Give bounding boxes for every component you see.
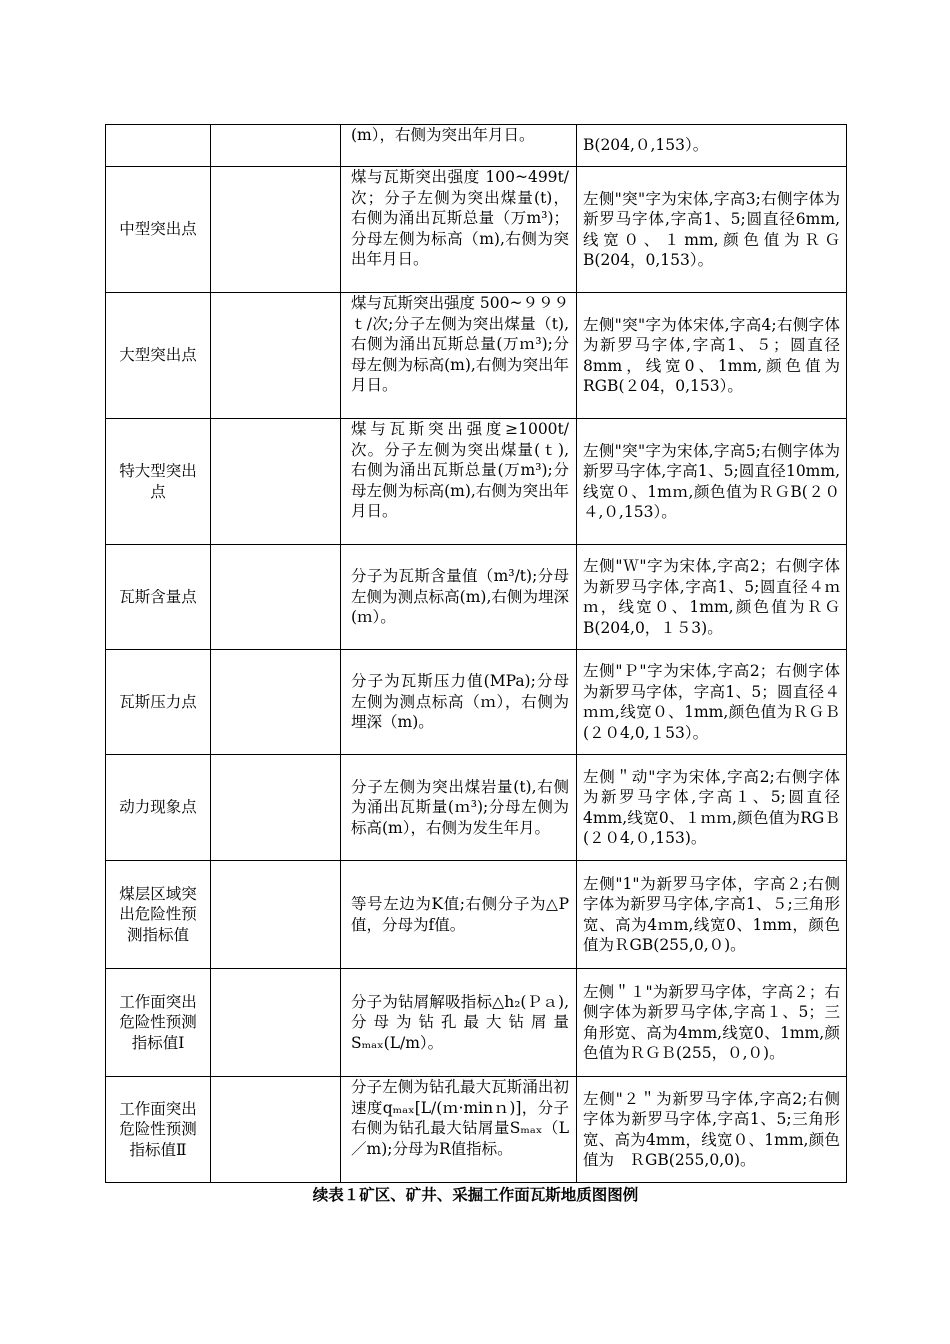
table-row [106,861,847,969]
legend-style: B(204,０,153）。 [577,125,847,167]
legend-name: 工作面突出危险性预测指标值Ⅰ [106,969,211,1077]
legend-style: 左侧＂１"为新罗马字体，字高２；右侧字体为新罗马字体,字高１、5；三角形宽、高为4mm,线宽0、1mm,颜色值为ＲＧＢ(255，０,０)。 [577,969,847,1077]
table-caption: 续表１矿区、矿井、采掘工作面瓦斯地质图图例 [312,1185,639,1204]
legend-note: 煤与瓦斯突出强度 100~499t/次；分子左侧为突出煤量(t)，右侧为涌出瓦斯总量（万m³)；分母左侧为标高（m),右侧为突出年月日。 [341,167,577,293]
legend-name: 瓦斯含量点 [106,545,211,650]
legend-symbol [211,861,341,969]
legend-style: 左侧＂动"字为宋体,字高2;右侧字体为新罗马字体,字高１、5;圆直径4mm,线宽0、１ｍｍ,颜色值为RGＢ(２０4,０,153)。 [577,755,847,861]
table-row [106,419,847,545]
legend-style: 左侧"突"字为宋体,字高3;右侧字体为新罗马字体,字高1、5;圆直径6mm,线宽０、１mm,颜色值为ＲＧB(204，0,153）。 [577,167,847,293]
legend-name: 瓦斯压力点 [106,650,211,755]
legend-symbol [211,755,341,861]
legend-note: 分子为钻屑解吸指标△h₂(Ｐａ),分母为钻孔最大钻屑量Sₘₐₓ(L/m）。 [341,969,577,1077]
legend-name [106,125,211,167]
legend-style: 左侧"突"字为体宋体,字高4;右侧字体为新罗马字体,字高1、５；圆直径8mm，线宽0、1mm,颜色值为RGB(２04，0,153）。 [577,293,847,419]
legend-note: 等号左边为K值;右侧分子为△P值，分母为f值。 [341,861,577,969]
legend-note: (m），右侧为突出年月日。 [341,125,577,167]
legend-style: 左侧"Ｐ"字为宋体,字高2；右侧字体为新罗马字体，字高1、5；圆直径４ｍｍ,线宽０、1mm,颜色值为ＲＧＢ(２０4,0,１53）。 [577,650,847,755]
legend-note: 分子为瓦斯压力值(MPa);分母左侧为测点标高（ｍ），右侧为埋深（m)。 [341,650,577,755]
legend-name: 中型突出点 [106,167,211,293]
table-row [106,125,847,167]
legend-symbol [211,1077,341,1183]
legend-style: 左侧"突"字为宋体,字高5;右侧字体为新罗马字体,字高1、5;圆直径10mm,线宽０、1mｍ,颜色值为ＲＧB(２０４,０,153）。 [577,419,847,545]
table-row [106,167,847,293]
table-row [106,969,847,1077]
legend-name: 动力现象点 [106,755,211,861]
legend-symbol [211,545,341,650]
legend-note: 分子左侧为突出煤岩量(t),右侧为涌出瓦斯量(ｍ³);分母左侧为标高(m），右侧为发生年月。 [341,755,577,861]
table-row [106,545,847,650]
legend-note: 煤与瓦斯突出强度≥1000t/次。分子左侧为突出煤量(ｔ),右侧为涌出瓦斯总量(万m³);分母左侧为标高(m),右侧为突出年月日。 [341,419,577,545]
legend-style: 左侧"Ｗ"字为宋体,字高2；右侧字体为新罗马字体,字高1、5;圆直径４ｍｍ，线宽０、1mm,颜色值为ＲＧB(204,0，１５3)。 [577,545,847,650]
legend-note: 煤与瓦斯突出强度 500~９９９ｔ/次;分子左侧为突出煤量（t),右侧为涌出瓦斯总量(万ｍ³);分母左侧为标高(m),右侧为突出年月日。 [341,293,577,419]
legend-symbol [211,650,341,755]
table-row [106,650,847,755]
table-row [106,293,847,419]
legend-symbol [211,293,341,419]
table-row [106,755,847,861]
legend-note: 分子左侧为钻孔最大瓦斯涌出初速度qₘₐₓ[L/(ｍ·minｎ)]，分子右侧为钻孔最大钻屑量Sₘₐₓ（L／m);分母为R值指标。 [341,1077,577,1183]
legend-symbol [211,419,341,545]
legend-style: 左侧"1"为新罗马字体，字高２;右侧字体为新罗马字体,字高1、５;三角形宽、高为4ｍm,线宽0、1mm，颜色值为ＲGB(255,0,０)。 [577,861,847,969]
legend-table [105,124,847,1183]
legend-note: 分子为瓦斯含量值（m³/t);分母左侧为测点标高(m),右侧为埋深(ｍ）。 [341,545,577,650]
legend-symbol [211,125,341,167]
legend-name: 特大型突出点 [106,419,211,545]
legend-name: 煤层区域突出危险性预测指标值 [106,861,211,969]
legend-name: 大型突出点 [106,293,211,419]
legend-symbol [211,167,341,293]
table-row [106,1077,847,1183]
legend-name: 工作面突出危险性预测指标值Ⅱ [106,1077,211,1183]
legend-symbol [211,969,341,1077]
legend-style: 左侧"２＂为新罗马字体,字高2;右侧字体为新罗马字体,字高1、5;三角形宽、高为4mm，线宽０、1mm,颜色值为 ＲGB(255,0,0)。 [577,1077,847,1183]
